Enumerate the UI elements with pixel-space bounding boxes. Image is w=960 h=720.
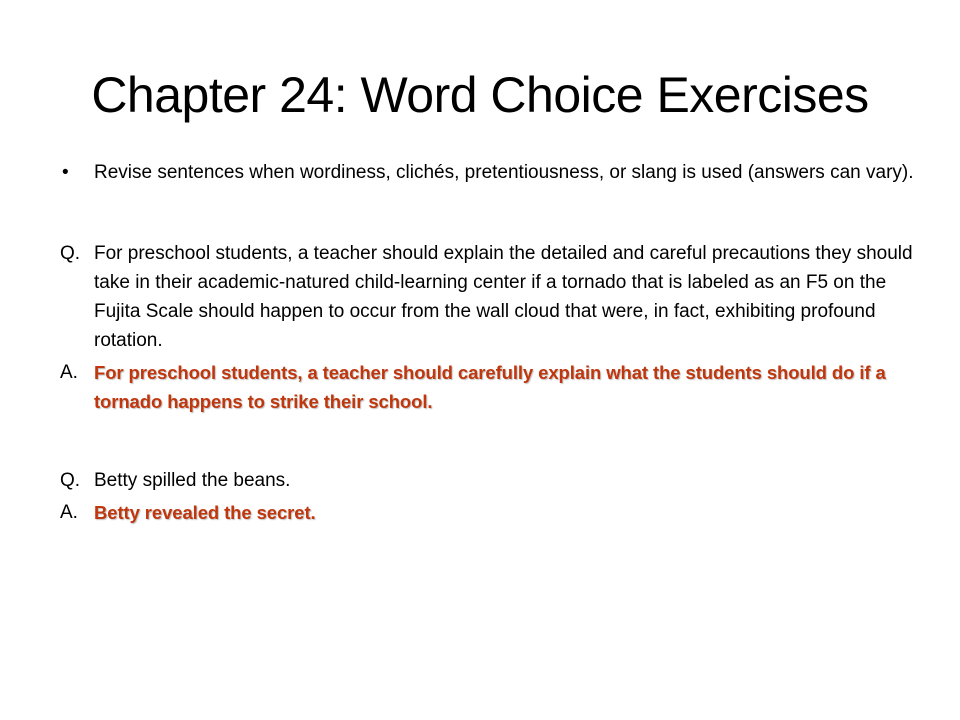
question-marker: Q. bbox=[60, 470, 81, 491]
answer-marker: A. bbox=[60, 502, 78, 523]
bullet-marker: • bbox=[62, 162, 69, 183]
bullet-item bbox=[60, 158, 920, 187]
answer-1 bbox=[60, 358, 920, 416]
question-1 bbox=[60, 239, 920, 355]
bullet-text: Revise sentences when wordiness, clichés, pretentiousness, or slang is used (answers can vary). bbox=[94, 162, 914, 183]
answer-text: For preschool students, a teacher should carefully explain what the students should do if a tornado happens to strike their school. bbox=[94, 362, 886, 412]
answer-marker: A. bbox=[60, 362, 78, 383]
question-text: Betty spilled the beans. bbox=[94, 470, 291, 491]
slide-body bbox=[60, 158, 920, 527]
question-2 bbox=[60, 466, 920, 495]
question-marker: Q. bbox=[60, 243, 81, 264]
question-text: For preschool students, a teacher should explain the detailed and careful precautions they should take in their academic-natured child-learning center if a tornado that is labeled as an F5 on the Fujita Scale should happen to occur from the wall cloud that were, in fact, exhibiting profound rotation. bbox=[94, 243, 913, 351]
answer-text: Betty revealed the secret. bbox=[94, 502, 316, 523]
answer-2 bbox=[60, 498, 920, 527]
slide-title: Chapter 24: Word Choice Exercises bbox=[91, 67, 869, 123]
